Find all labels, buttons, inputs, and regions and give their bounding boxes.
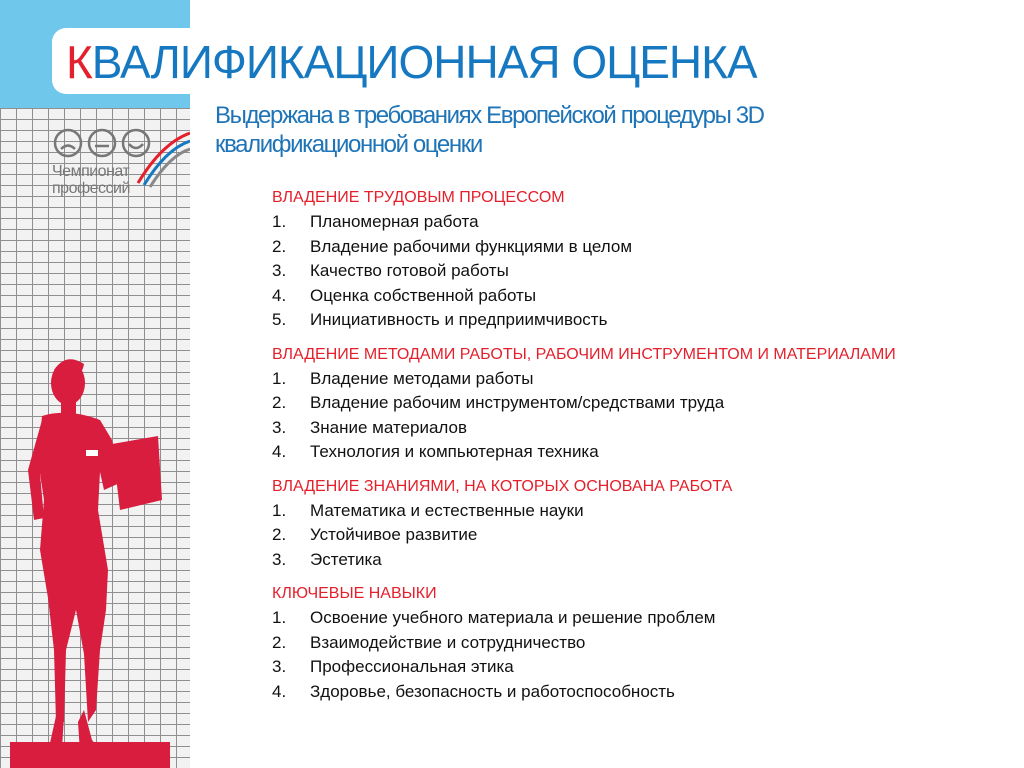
businesswoman-silhouette-icon [0, 350, 190, 768]
logo-line-2: профессий [52, 180, 130, 197]
item-number: 1. [272, 368, 287, 388]
item-text: Качество готовой работы [310, 261, 509, 280]
item-text: Планомерная работа [310, 212, 479, 231]
item-text: Оценка собственной работы [310, 285, 537, 305]
item-number: 3. [272, 657, 287, 676]
list-item [272, 391, 1012, 416]
page-title [66, 34, 757, 90]
list-item [272, 499, 1012, 524]
section-3 [272, 475, 1012, 573]
left-decor-panel [0, 0, 190, 768]
item-number: 3. [272, 549, 287, 569]
section-title: КЛЮЧЕВЫЕ НАВЫКИ [272, 585, 437, 602]
list-item [272, 284, 1012, 309]
section-item-list [272, 210, 1012, 333]
list-item [272, 523, 1012, 548]
list-item [272, 367, 1012, 392]
item-number: 2. [272, 525, 287, 544]
item-text: Инициативность и предприимчивость [310, 310, 608, 329]
item-number: 1. [272, 500, 287, 520]
logo-line-1: Чемпионат [52, 163, 130, 180]
item-number: 3. [272, 261, 287, 280]
title-rest: ВАЛИФИКАЦИОННАЯ ОЦЕНКА [91, 36, 757, 88]
item-number: 5. [272, 310, 287, 329]
section-2 [272, 343, 1012, 465]
list-item [272, 259, 1012, 284]
item-text: Профессиональная этика [310, 657, 514, 676]
list-item [272, 548, 1012, 573]
item-text: Освоение учебного материала и решение проблем [310, 608, 716, 627]
item-number: 4. [272, 442, 287, 461]
item-number: 1. [272, 608, 287, 627]
page-subtitle: Выдержана в требованиях Европейской процедуры 3D квалификационной оценки [215, 102, 764, 158]
item-number: 2. [272, 393, 287, 412]
item-text: Эстетика [310, 549, 382, 569]
item-text: Владение методами работы [310, 368, 534, 388]
item-number: 3. [272, 417, 287, 437]
title-first-letter: К [66, 36, 92, 88]
list-item [272, 655, 1012, 680]
section-item-list [272, 606, 1012, 704]
list-item [272, 235, 1012, 260]
item-text: Взаимодействие и сотрудничество [310, 632, 586, 652]
list-item [272, 440, 1012, 465]
item-text: Устойчивое развитие [310, 525, 478, 544]
list-item [272, 416, 1012, 441]
item-text: Владение рабочими функциями в целом [310, 236, 633, 256]
logo-text [52, 163, 182, 197]
section-title: ВЛАДЕНИЕ ТРУДОВЫМ ПРОЦЕССОМ [272, 189, 565, 206]
section-title: ВЛАДЕНИЕ МЕТОДАМИ РАБОТЫ, РАБОЧИМ ИНСТРУМЕНТОМ И МАТЕРИАЛАМИ [272, 345, 896, 363]
item-text: Математика и естественные науки [310, 500, 584, 520]
list-item [272, 631, 1012, 656]
item-number: 1. [272, 212, 287, 231]
list-item [272, 308, 1012, 333]
item-text: Здоровье, безопасность и работоспособность [310, 681, 675, 701]
list-item [272, 210, 1012, 235]
section-1 [272, 186, 1012, 333]
item-number: 2. [272, 632, 287, 652]
section-title: ВЛАДЕНИЕ ЗНАНИЯМИ, НА КОТОРЫХ ОСНОВАНА РАБОТА [272, 477, 733, 495]
item-text: Технология и компьютерная техника [310, 442, 599, 461]
list-item [272, 680, 1012, 705]
list-item [272, 606, 1012, 631]
item-text: Знание материалов [310, 417, 467, 437]
item-number: 2. [272, 236, 287, 256]
competency-sections [272, 186, 1012, 714]
item-text: Владение рабочим инструментом/средствами труда [310, 393, 725, 412]
item-number: 4. [272, 285, 287, 305]
section-4 [272, 582, 1012, 704]
section-item-list [272, 499, 1012, 573]
item-number: 4. [272, 681, 287, 701]
section-item-list [272, 367, 1012, 465]
